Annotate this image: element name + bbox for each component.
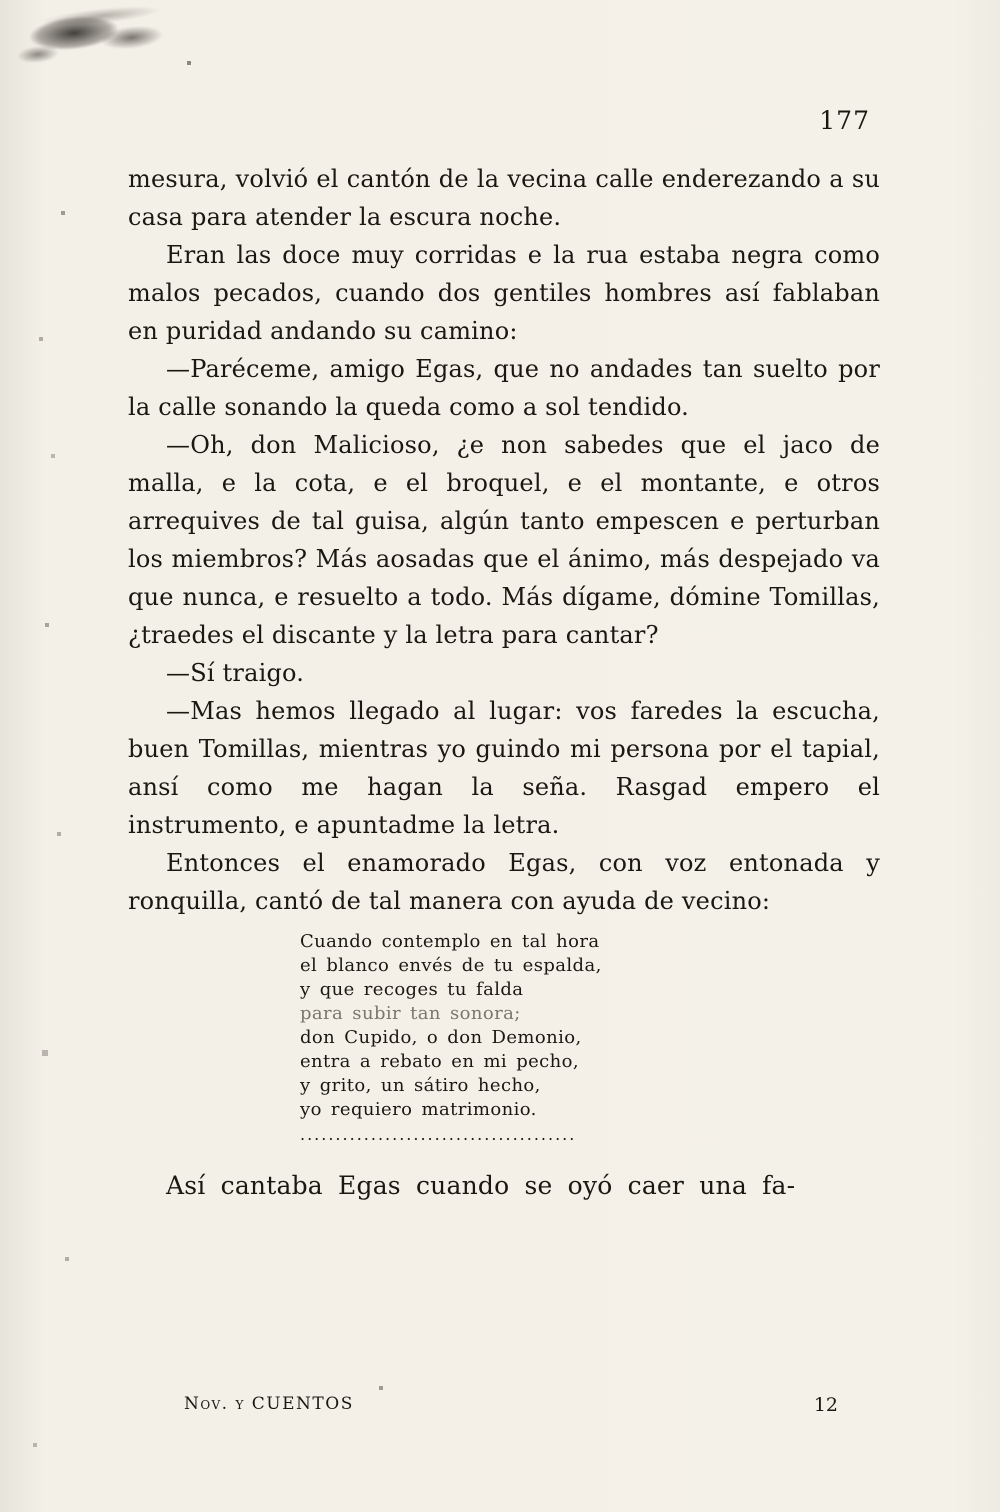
scan-specks [0,0,2,2]
paragraph: Entonces el enamorado Egas, con voz entonada y ronquilla, cantó de tal manera con ayuda de vecino: [128,849,880,915]
verse-line: el blanco envés de tu espalda, [300,955,602,976]
paragraph: —Mas hemos llegado al lugar: vos faredes la escucha, buen Tomillas, mientras yo guindo mi persona por el tapial, ansí como me hagan la seña. Rasgad empero el instrumento, e apuntadme la letra. [128,697,880,839]
verse-ellipsis: ....................................... [300,1125,577,1144]
paragraph: —Oh, don Malicioso, ¿e non sabedes que el jaco de malla, e la cota, e el broquel, e el montante, e otros arrequives de tal guisa, algún tanto empescen e perturban los miembros? Más aosadas que el ánimo, más despejado va que nunca, e resuelto a todo. Más dígame, dómine Tomillas, ¿traedes el discante y la letra para cantar? [128,431,880,649]
paragraph: —Sí traigo. [166,659,305,687]
verse-line: Cuando contemplo en tal hora [300,931,600,952]
page-number: 177 [819,106,870,135]
signature-number: 12 [813,1394,838,1416]
paragraph: —Paréceme, amigo Egas, que no andades tan suelto por la calle sonando la queda como a sol tendido. [128,355,880,421]
verse-line: entra a rebato en mi pecho, [300,1051,580,1072]
verse-line: y que recoges tu falda [300,979,524,1000]
verse-line: y grito, un sátiro hecho, [300,1075,541,1096]
verse-line: don Cupido, o don Demonio, [300,1027,582,1048]
page-body [128,160,880,1208]
verse-block [300,930,880,1148]
paragraph: mesura, volvió el cantón de la vecina calle enderezando a su casa para atender la escura noche. [128,165,880,231]
verse-line: para subir tan sonora; [300,1003,521,1024]
verse-line: yo requiero matrimonio. [300,1099,537,1120]
paragraph: Eran las doce muy corridas e la rua estaba negra como malos pecados, cuando dos gentiles hombres así fablaban en puridad andando su camino: [128,241,880,345]
paragraph: Así cantaba Egas cuando se oyó caer una fa- [166,1171,796,1200]
running-title: Nov. y CUENTOS [184,1394,354,1414]
scan-smudge [5,0,201,82]
